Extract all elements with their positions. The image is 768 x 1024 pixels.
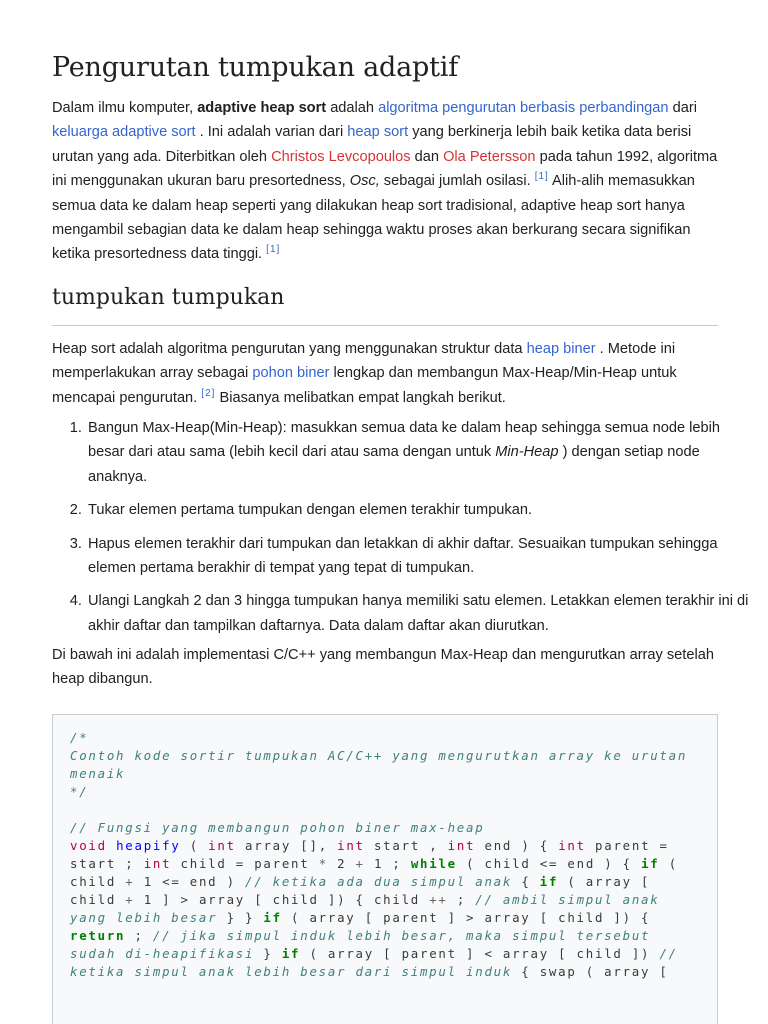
code-token: { swap ( array [ [512, 964, 669, 979]
code-token: ( array [ parent ] < array [ child ]) [300, 946, 660, 961]
code-keyword: int [143, 856, 172, 871]
reference-2[interactable]: [2] [201, 387, 216, 399]
code-token: ; [125, 928, 153, 943]
text: lengkap dan membangun Max-Heap/Min-Heap untuk mencapai pengurutan. [52, 365, 677, 406]
list-item [86, 589, 752, 638]
list-item [86, 498, 752, 522]
page-title: Pengurutan tumpukan adaptif [52, 52, 458, 83]
code-keyword: if [281, 946, 301, 961]
code-keyword: int [558, 838, 586, 853]
code-operator: * [318, 856, 328, 871]
code-token: ( array [ parent ] > array [ child ]) { [281, 910, 660, 925]
text: . Metode ini memperlakukan array sebagai [52, 341, 676, 382]
code-keyword: int [337, 838, 365, 853]
code-token: array [], [235, 838, 338, 853]
code-token: ( child <= end ) { [456, 856, 642, 871]
link-heap-sort[interactable]: heap sort [347, 124, 409, 141]
code-keyword: while [410, 856, 457, 871]
code-token: } [254, 946, 282, 961]
code-token: 1 ] > array [ child ]) { child [134, 892, 430, 907]
italic-term: Min-Heap [495, 444, 559, 461]
code-token: start , [364, 838, 448, 853]
code-token: parent = start ; [70, 838, 678, 871]
code-intro-paragraph: Di bawah ini adalah implementasi C/C++ yang membangun Max-Heap dan mengurutkan array setelah heap dibangun. [52, 647, 714, 688]
text: ) dengan setiap node anaknya. [88, 444, 700, 485]
text: Biasanya melibatkan empat langkah berikut. [215, 389, 506, 406]
text: adalah [326, 100, 379, 116]
code-keyword: int [208, 838, 236, 853]
code-token: child = parent [171, 856, 319, 871]
code-keyword: if [263, 910, 282, 925]
link-algoritma-pengurutan[interactable]: algoritma pengurutan berbasis perbandingan [378, 100, 669, 116]
code-keyword: void [70, 838, 107, 853]
code-token: ; [447, 892, 476, 907]
text: dan [410, 148, 444, 165]
text: yang berkinerja lebih baik ketika data berisi urutan yang ada. Diterbitkan oleh [52, 124, 692, 165]
text: Alih-alih memasukkan semua data ke dalam heap seperti yang dilakukan heap sort tradisional, adaptive heap sort hanya mengambil sebagian data ke dalam heap sehingga waktu proses akan berkurang secara signifikan ketika presortedness data tinggi. [52, 173, 695, 263]
code-operator: + [125, 892, 135, 907]
code-token: { [512, 874, 540, 889]
list-item [86, 416, 752, 489]
text: Tukar elemen pertama tumpukan dengan elemen terakhir tumpukan. [88, 502, 533, 519]
link-pohon-biner[interactable]: pohon biner [252, 365, 330, 382]
code-keyword: if [641, 856, 660, 871]
code-token: 1 <= end ) [134, 874, 246, 889]
list-item [86, 532, 752, 581]
code-keyword: return [70, 928, 126, 943]
code-keyword: if [539, 874, 559, 889]
reference-1[interactable]: [1] [534, 171, 549, 183]
code-operator: + [125, 874, 135, 889]
code-function: heapify [116, 838, 181, 853]
code-text [70, 729, 703, 981]
code-keyword: int [447, 838, 476, 853]
code-comment: // ketika simpul anak lebih besar dari simpul induk [70, 946, 688, 979]
text: Bangun Max-Heap(Min-Heap): masukkan semua data ke dalam heap sehingga semua node lebih besar dari atau sama (lebih kecil dari atau sama dengan untuk [88, 420, 720, 461]
link-heap-biner[interactable]: heap biner [526, 341, 596, 357]
code-comment: // jika simpul induk lebih besar, maka simpul tersebut sudah di-heapifikasi [70, 928, 660, 961]
text: sebagai jumlah osilasi. [379, 173, 535, 190]
code-token: ( child [70, 856, 688, 889]
code-comment: /* Contoh kode sortir tumpukan AC/C++ yang mengurutkan array ke urutan menaik */ [70, 730, 688, 799]
code-comment: // ketika ada dua simpul anak [245, 874, 513, 889]
link-christos-levcopoulos[interactable]: Christos Levcopoulos [271, 148, 411, 165]
reference-1b[interactable]: [1] [266, 244, 281, 256]
code-token: 2 [327, 856, 356, 871]
code-comment: // ambil simpul anak yang lebih besar [70, 892, 669, 925]
text: Dalam ilmu komputer, [52, 100, 198, 116]
text: Hapus elemen terakhir dari tumpukan dan letakkan di akhir daftar. Sesuaikan tumpukan sehingga elemen pertama berakhir di tempat yang tepat di tumpukan. [88, 535, 718, 577]
steps-list [52, 416, 752, 647]
text: pada tahun 1992, algoritma ini menggunakan ukuran baru presortedness, [52, 148, 718, 190]
bold-term: adaptive heap sort [197, 100, 327, 116]
italic-term: Osc, [349, 173, 380, 190]
code-token: end ) { [475, 838, 559, 853]
text: dari [668, 100, 697, 116]
code-comment: // Fungsi yang membangun pohon biner max-heap [70, 820, 485, 835]
code-token: ( [180, 838, 209, 853]
code-operator: ++ [429, 892, 448, 907]
link-keluarga-adaptive-sort[interactable]: keluarga adaptive sort [52, 124, 196, 141]
code-token: 1 ; [364, 856, 411, 871]
intro-paragraph [52, 96, 718, 267]
code-block [52, 714, 718, 1024]
section-paragraph [52, 337, 718, 410]
text: . Ini adalah varian dari [195, 124, 348, 141]
heading-divider [52, 325, 718, 326]
section-heading: tumpukan tumpukan [52, 285, 285, 310]
code-token: ( array [ child [70, 874, 660, 907]
code-operator: + [355, 856, 365, 871]
text: Ulangi Langkah 2 dan 3 hingga tumpukan hanya memiliki satu elemen. Letakkan elemen terakhir ini di akhir daftar dan tampilkan daftarnya. Data dalam daftar akan diurutkan. [88, 593, 749, 634]
text: Heap sort adalah algoritma pengurutan yang menggunakan struktur data [52, 341, 527, 357]
link-ola-petersson[interactable]: Ola Petersson [443, 148, 536, 165]
code-token: } } [217, 910, 264, 925]
